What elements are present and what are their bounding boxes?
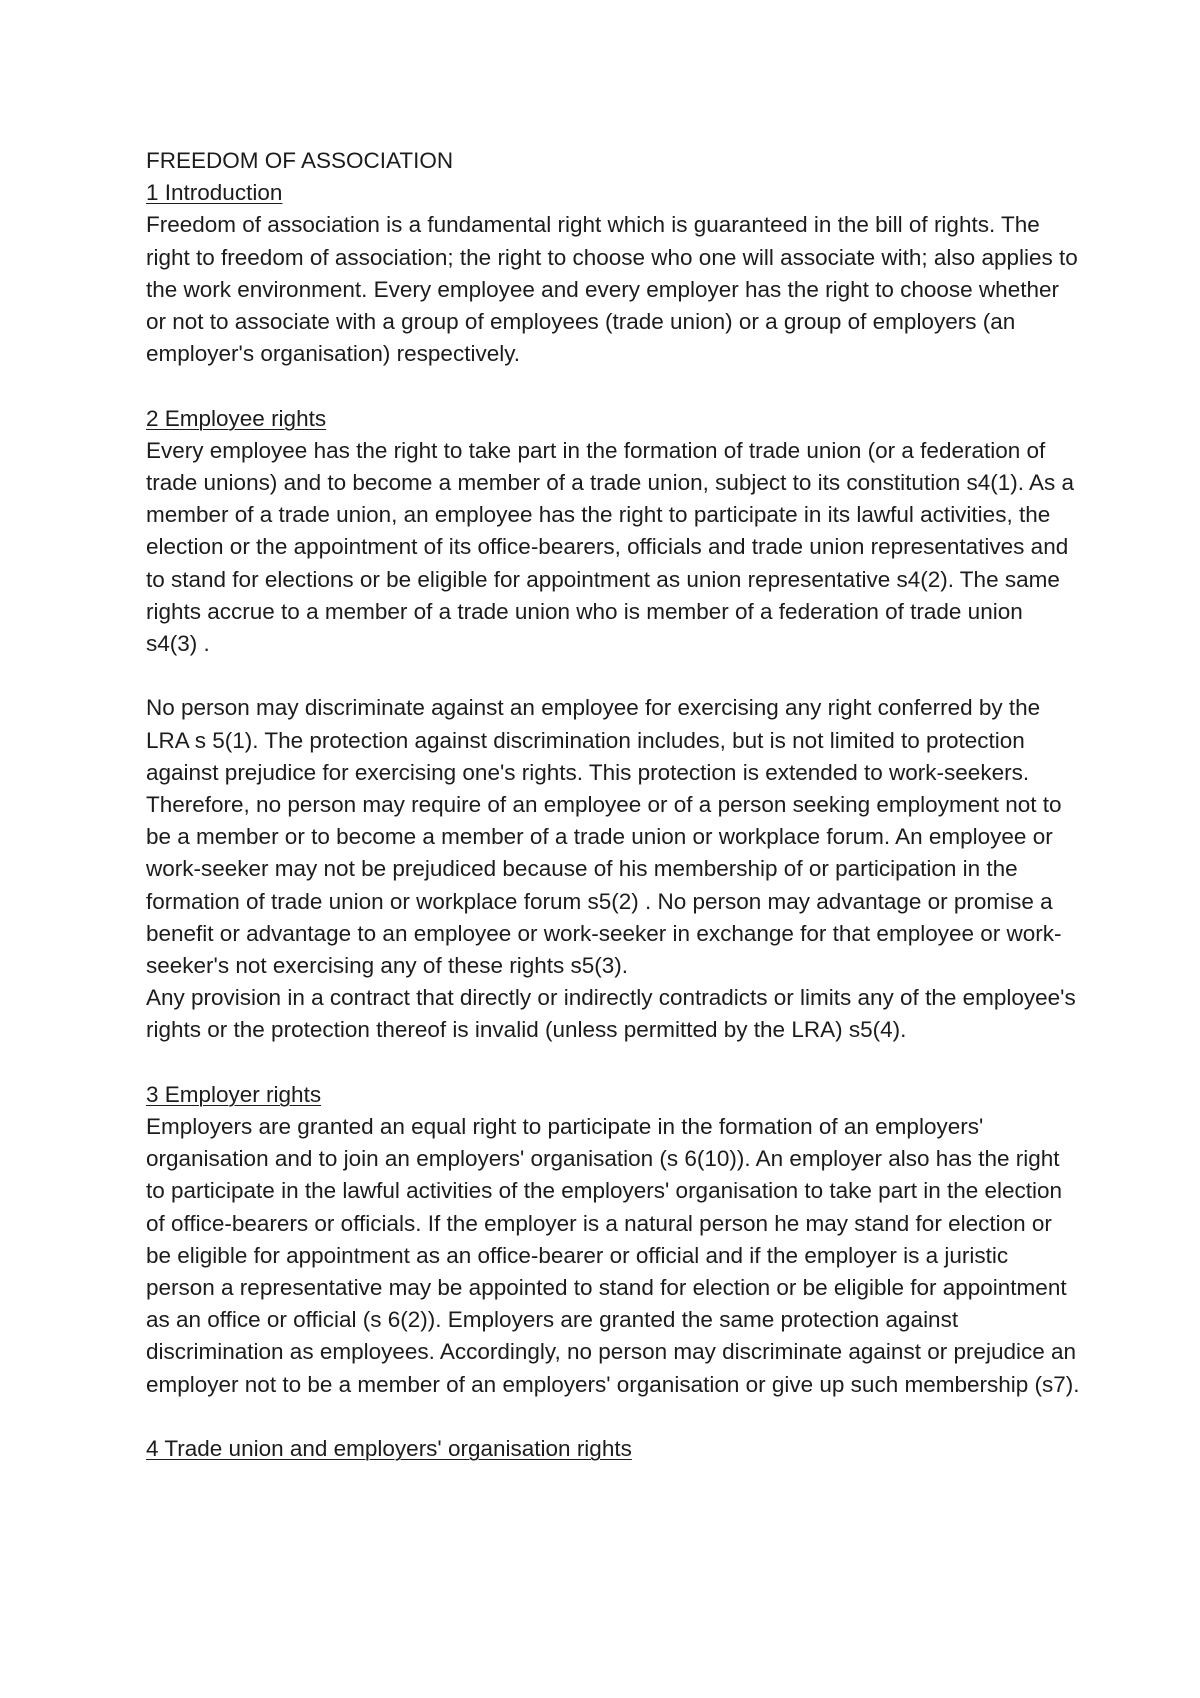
section-heading-employee-rights: 2 Employee rights <box>146 405 327 431</box>
paragraph-employee-rights-3: Any provision in a contract that directly or indirectly contradicts or limits any of the employee's rights or the protection thereof is invalid (unless permitted by the LRA) s5(4). <box>146 985 1076 1043</box>
paragraph-employee-rights-1: Every employee has the right to take part in the formation of trade union (or a federation of trade unions) and to become a member of a trade union, subject to its constitution s4(1). As a member of a trade union, an employee has the right to participate in its lawful activities, the election or the appointment of its office-bearers, officials and trade union representatives and to stand for elections or be eligible for appointment as union representative s4(2). The same rights accrue to a member of a trade union who is member of a federation of trade union s4(3) . <box>146 437 1075 657</box>
paragraph-spacer <box>146 1047 1080 1079</box>
paragraph-spacer <box>146 1401 1080 1433</box>
document-title: FREEDOM OF ASSOCIATION <box>146 148 454 173</box>
paragraph-employee-rights-2: No person may discriminate against an employee for exercising any right conferred by the LRA s 5(1). The protection against discrimination includes, but is not limited to protection against prejudice for exercising one's rights. This protection is extended to work-seekers. Therefore, no person may require of an employee or of a person seeking employment not to be a member or to become a member of a trade union or workplace forum. An employee or work-seeker may not be prejudiced because of his membership of or participation in the formation of trade union or workplace forum s5(2) . No person may advantage or promise a benefit or advantage to an employee or work-seeker in exchange for that employee or work-seeker's not exercising any of these rights s5(3). <box>146 695 1062 979</box>
section-heading-employer-rights: 3 Employer rights <box>146 1081 322 1107</box>
document-page <box>146 145 1080 1465</box>
paragraph-employer-rights: Employers are granted an equal right to participate in the formation of an employers' organisation and to join an employers' organisation (s 6(10)). An employer also has the right to participate in the lawful activities of the employers' organisation to take part in the election of office-bearers or officials. If the employer is a natural person he may stand for election or be eligible for appointment as an office-bearer or official and if the employer is a juristic person a representative may be appointed to stand for election or be eligible for appointment as an office or official (s 6(2)). Employers are granted the same protection against discrimination as employees. Accordingly, no person may discriminate against or prejudice an employer not to be a member of an employers' organisation or give up such membership (s7). <box>146 1114 1080 1397</box>
section-heading-trade-union-rights: 4 Trade union and employers' organisation rights <box>146 1436 632 1462</box>
paragraph-spacer <box>146 660 1080 692</box>
paragraph-introduction: Freedom of association is a fundamental right which is guaranteed in the bill of rights. The right to freedom of association; the right to choose who one will associate with; also applies to the work environment. Every employee and every employer has the right to choose whether or not to associate with a group of employees (trade union) or a group of employers (an employer's organisation) respectively. <box>146 212 1078 367</box>
paragraph-spacer <box>146 370 1080 402</box>
section-heading-introduction: 1 Introduction <box>146 180 283 206</box>
